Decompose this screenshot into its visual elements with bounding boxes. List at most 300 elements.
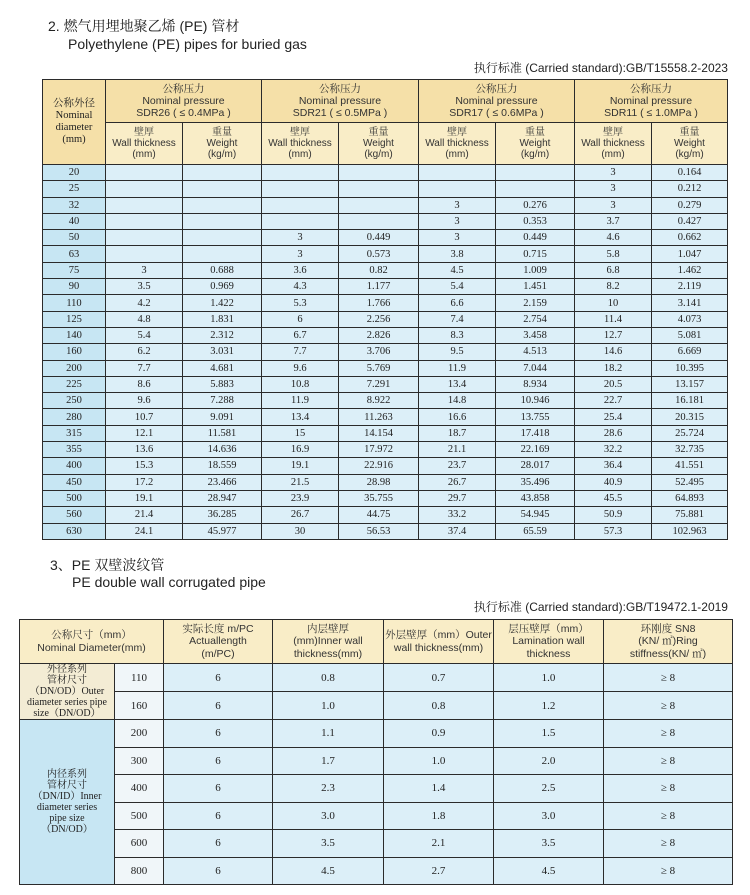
table-row bbox=[20, 857, 733, 885]
wall-thickness-cell bbox=[419, 181, 496, 197]
weight-cell: 0.353 bbox=[496, 213, 575, 229]
actual-length-cell: 6 bbox=[164, 802, 273, 830]
table-row bbox=[43, 442, 728, 458]
wall-thickness-cell bbox=[262, 165, 339, 181]
weight-cell: 22.169 bbox=[496, 442, 575, 458]
ring-stiffness-header: 环刚度 SN8 (KN/ ㎡)Ring stiffness(KN/ ㎡) bbox=[604, 620, 733, 664]
wall-thickness-cell bbox=[106, 246, 183, 262]
wall-thickness-cell: 5.8 bbox=[575, 246, 652, 262]
wall-thickness-cell: 9.6 bbox=[106, 393, 183, 409]
wall-thickness-cell: 26.7 bbox=[262, 507, 339, 523]
weight-cell: 7.291 bbox=[339, 376, 419, 392]
lamination-wall-cell: 1.5 bbox=[494, 720, 604, 748]
weight-cell: 1.009 bbox=[496, 262, 575, 278]
weight-cell: 102.963 bbox=[652, 523, 728, 539]
lamination-wall-cell: 3.0 bbox=[494, 802, 604, 830]
wall-thickness-cell bbox=[262, 181, 339, 197]
nominal-diameter-cell: 32 bbox=[43, 197, 106, 213]
nominal-diameter-cell: 280 bbox=[43, 409, 106, 425]
nominal-size-cell: 200 bbox=[115, 720, 164, 748]
wall-thickness-cell: 19.1 bbox=[262, 458, 339, 474]
weight-header: 重量 Weight (kg/m) bbox=[183, 123, 262, 165]
outer-wall-cell: 0.7 bbox=[384, 664, 494, 692]
nominal-size-cell: 160 bbox=[115, 692, 164, 720]
nominal-diameter-cell: 450 bbox=[43, 474, 106, 490]
inner-wall-cell: 1.0 bbox=[273, 692, 384, 720]
weight-cell: 11.263 bbox=[339, 409, 419, 425]
weight-cell: 16.181 bbox=[652, 393, 728, 409]
table-row bbox=[20, 720, 733, 748]
ring-stiffness-cell: ≥ 8 bbox=[604, 775, 733, 803]
inner-wall-cell: 1.7 bbox=[273, 747, 384, 775]
wall-thickness-cell: 13.4 bbox=[419, 376, 496, 392]
ring-stiffness-cell: ≥ 8 bbox=[604, 720, 733, 748]
weight-cell: 4.073 bbox=[652, 311, 728, 327]
weight-cell: 14.636 bbox=[183, 442, 262, 458]
sdr17-header: 公称压力 Nominal pressure SDR17 ( ≤ 0.6MPa ) bbox=[419, 80, 575, 123]
nominal-diameter-cell: 315 bbox=[43, 425, 106, 441]
wall-thickness-cell: 3 bbox=[419, 197, 496, 213]
weight-cell bbox=[339, 213, 419, 229]
section2-standard: 执行标准 (Carried standard):GB/T19472.1-2019 bbox=[473, 600, 728, 614]
weight-cell: 56.53 bbox=[339, 523, 419, 539]
wall-thickness-cell bbox=[262, 197, 339, 213]
inner-wall-cell: 3.5 bbox=[273, 830, 384, 858]
nominal-diameter-cell: 25 bbox=[43, 181, 106, 197]
sdr26-header: 公称压力 Nominal pressure SDR26 ( ≤ 0.4MPa ) bbox=[106, 80, 262, 123]
weight-cell: 7.044 bbox=[496, 360, 575, 376]
weight-cell: 1.831 bbox=[183, 311, 262, 327]
wall-thickness-cell: 6.6 bbox=[419, 295, 496, 311]
wall-thickness-cell: 13.6 bbox=[106, 442, 183, 458]
wall-thickness-cell: 10.8 bbox=[262, 376, 339, 392]
wall-thickness-cell: 3.7 bbox=[575, 213, 652, 229]
weight-cell: 4.681 bbox=[183, 360, 262, 376]
weight-cell: 3.458 bbox=[496, 327, 575, 343]
corrugated-pipe-table bbox=[19, 619, 733, 885]
nominal-diameter-cell: 250 bbox=[43, 393, 106, 409]
wall-thickness-cell: 8.6 bbox=[106, 376, 183, 392]
weight-cell: 10.395 bbox=[652, 360, 728, 376]
weight-cell bbox=[496, 165, 575, 181]
sdr11-header: 公称压力 Nominal pressure SDR11 ( ≤ 1.0MPa ) bbox=[575, 80, 728, 123]
wall-thickness-cell: 24.1 bbox=[106, 523, 183, 539]
wall-thickness-cell: 22.7 bbox=[575, 393, 652, 409]
weight-cell: 0.427 bbox=[652, 213, 728, 229]
wall-thickness-cell: 7.7 bbox=[106, 360, 183, 376]
weight-header: 重量 Weight (kg/m) bbox=[339, 123, 419, 165]
nominal-size-cell: 800 bbox=[115, 857, 164, 885]
lamination-wall-cell: 1.2 bbox=[494, 692, 604, 720]
ring-stiffness-cell: ≥ 8 bbox=[604, 802, 733, 830]
wall-thickness-cell: 6.2 bbox=[106, 344, 183, 360]
inner-diameter-series-label: 内径系列 管材尺寸 （DN/ID）Inner diameter series pipe size （DN/OD） bbox=[20, 720, 115, 885]
outer-wall-cell: 1.8 bbox=[384, 802, 494, 830]
weight-cell: 35.496 bbox=[496, 474, 575, 490]
wall-thickness-cell: 18.7 bbox=[419, 425, 496, 441]
inner-wall-cell: 3.0 bbox=[273, 802, 384, 830]
section2-title-cn: 3、PE 双壁波纹管 bbox=[50, 557, 165, 573]
nominal-size-header: 公称尺寸（mm） Nominal Diameter(mm) bbox=[20, 620, 164, 664]
weight-cell: 36.285 bbox=[183, 507, 262, 523]
wall-thickness-cell bbox=[419, 165, 496, 181]
wall-thickness-cell: 3 bbox=[262, 246, 339, 262]
table-row bbox=[43, 327, 728, 343]
outer-diameter-series-label: 外径系列 管材尺寸 （DN/OD）Outer diameter series pipe size（DN/OD） bbox=[20, 664, 115, 720]
weight-cell: 2.312 bbox=[183, 327, 262, 343]
weight-cell: 18.559 bbox=[183, 458, 262, 474]
weight-cell: 41.551 bbox=[652, 458, 728, 474]
table-row bbox=[43, 376, 728, 392]
weight-cell: 0.715 bbox=[496, 246, 575, 262]
weight-cell: 1.047 bbox=[652, 246, 728, 262]
wall-thickness-cell: 5.4 bbox=[419, 279, 496, 295]
wall-thickness-cell: 9.6 bbox=[262, 360, 339, 376]
weight-cell: 54.945 bbox=[496, 507, 575, 523]
wall-thickness-cell: 21.5 bbox=[262, 474, 339, 490]
nominal-diameter-cell: 225 bbox=[43, 376, 106, 392]
weight-cell: 52.495 bbox=[652, 474, 728, 490]
weight-cell: 2.159 bbox=[496, 295, 575, 311]
wall-thickness-cell: 28.6 bbox=[575, 425, 652, 441]
nominal-size-cell: 110 bbox=[115, 664, 164, 692]
wall-thickness-cell: 8.2 bbox=[575, 279, 652, 295]
nominal-diameter-cell: 160 bbox=[43, 344, 106, 360]
table-row bbox=[43, 490, 728, 506]
weight-cell: 44.75 bbox=[339, 507, 419, 523]
wall-thickness-header: 壁厚 Wall thickness (mm) bbox=[575, 123, 652, 165]
weight-cell bbox=[339, 165, 419, 181]
table-row bbox=[43, 246, 728, 262]
weight-cell: 13.755 bbox=[496, 409, 575, 425]
weight-cell: 8.922 bbox=[339, 393, 419, 409]
actual-length-cell: 6 bbox=[164, 664, 273, 692]
weight-cell: 17.972 bbox=[339, 442, 419, 458]
weight-cell: 5.081 bbox=[652, 327, 728, 343]
weight-cell: 0.164 bbox=[652, 165, 728, 181]
actual-length-header: 实际长度 m/PC Actuallength (m/PC) bbox=[164, 620, 273, 664]
table-row bbox=[20, 692, 733, 720]
wall-thickness-cell: 36.4 bbox=[575, 458, 652, 474]
lamination-wall-cell: 2.0 bbox=[494, 747, 604, 775]
nominal-diameter-cell: 50 bbox=[43, 230, 106, 246]
weight-header: 重量 Weight (kg/m) bbox=[496, 123, 575, 165]
table-row bbox=[20, 664, 733, 692]
ring-stiffness-cell: ≥ 8 bbox=[604, 692, 733, 720]
weight-cell: 28.98 bbox=[339, 474, 419, 490]
weight-cell bbox=[183, 165, 262, 181]
wall-thickness-cell: 21.4 bbox=[106, 507, 183, 523]
wall-thickness-cell: 10 bbox=[575, 295, 652, 311]
table-row bbox=[43, 197, 728, 213]
wall-thickness-cell: 50.9 bbox=[575, 507, 652, 523]
wall-thickness-cell: 11.9 bbox=[419, 360, 496, 376]
table-row bbox=[43, 474, 728, 490]
weight-cell: 0.688 bbox=[183, 262, 262, 278]
wall-thickness-cell: 3 bbox=[262, 230, 339, 246]
nominal-size-cell: 400 bbox=[115, 775, 164, 803]
weight-cell: 0.212 bbox=[652, 181, 728, 197]
wall-thickness-cell: 18.2 bbox=[575, 360, 652, 376]
wall-thickness-cell: 19.1 bbox=[106, 490, 183, 506]
wall-thickness-cell: 3.6 bbox=[262, 262, 339, 278]
weight-cell: 5.883 bbox=[183, 376, 262, 392]
wall-thickness-cell: 17.2 bbox=[106, 474, 183, 490]
weight-cell: 28.017 bbox=[496, 458, 575, 474]
nominal-diameter-cell: 560 bbox=[43, 507, 106, 523]
weight-cell: 0.276 bbox=[496, 197, 575, 213]
nominal-diameter-cell: 400 bbox=[43, 458, 106, 474]
wall-thickness-cell bbox=[106, 197, 183, 213]
nominal-diameter-cell: 140 bbox=[43, 327, 106, 343]
weight-cell: 0.969 bbox=[183, 279, 262, 295]
wall-thickness-cell: 10.7 bbox=[106, 409, 183, 425]
wall-thickness-cell: 3.5 bbox=[106, 279, 183, 295]
table-row bbox=[43, 165, 728, 181]
lamination-wall-cell: 3.5 bbox=[494, 830, 604, 858]
weight-cell: 64.893 bbox=[652, 490, 728, 506]
section1-standard: 执行标准 (Carried standard):GB/T15558.2-2023 bbox=[473, 61, 728, 75]
weight-cell: 1.451 bbox=[496, 279, 575, 295]
nominal-size-cell: 300 bbox=[115, 747, 164, 775]
weight-cell: 45.977 bbox=[183, 523, 262, 539]
weight-cell: 25.724 bbox=[652, 425, 728, 441]
table-row bbox=[43, 295, 728, 311]
wall-thickness-cell: 5.4 bbox=[106, 327, 183, 343]
wall-thickness-cell: 6.7 bbox=[262, 327, 339, 343]
wall-thickness-cell: 23.9 bbox=[262, 490, 339, 506]
wall-thickness-cell: 6.8 bbox=[575, 262, 652, 278]
weight-cell: 2.754 bbox=[496, 311, 575, 327]
wall-thickness-cell: 20.5 bbox=[575, 376, 652, 392]
weight-header: 重量 Weight (kg/m) bbox=[652, 123, 728, 165]
weight-cell: 22.916 bbox=[339, 458, 419, 474]
table-row bbox=[43, 523, 728, 539]
weight-cell: 7.288 bbox=[183, 393, 262, 409]
actual-length-cell: 6 bbox=[164, 692, 273, 720]
outer-wall-cell: 0.9 bbox=[384, 720, 494, 748]
weight-cell: 8.934 bbox=[496, 376, 575, 392]
weight-cell: 9.091 bbox=[183, 409, 262, 425]
weight-cell: 4.513 bbox=[496, 344, 575, 360]
table-row bbox=[43, 425, 728, 441]
weight-cell: 32.735 bbox=[652, 442, 728, 458]
wall-thickness-cell: 40.9 bbox=[575, 474, 652, 490]
table-row bbox=[20, 802, 733, 830]
weight-cell: 1.422 bbox=[183, 295, 262, 311]
lamination-wall-cell: 1.0 bbox=[494, 664, 604, 692]
weight-cell: 23.466 bbox=[183, 474, 262, 490]
outer-wall-cell: 1.4 bbox=[384, 775, 494, 803]
weight-cell: 43.858 bbox=[496, 490, 575, 506]
lamination-wall-cell: 4.5 bbox=[494, 857, 604, 885]
wall-thickness-cell: 11.4 bbox=[575, 311, 652, 327]
outer-wall-cell: 1.0 bbox=[384, 747, 494, 775]
wall-thickness-cell: 5.3 bbox=[262, 295, 339, 311]
actual-length-cell: 6 bbox=[164, 775, 273, 803]
weight-cell: 0.449 bbox=[496, 230, 575, 246]
ring-stiffness-cell: ≥ 8 bbox=[604, 747, 733, 775]
wall-thickness-cell: 9.5 bbox=[419, 344, 496, 360]
wall-thickness-cell: 30 bbox=[262, 523, 339, 539]
actual-length-cell: 6 bbox=[164, 747, 273, 775]
weight-cell: 10.946 bbox=[496, 393, 575, 409]
wall-thickness-cell bbox=[106, 181, 183, 197]
wall-thickness-cell: 6 bbox=[262, 311, 339, 327]
weight-cell: 1.462 bbox=[652, 262, 728, 278]
nominal-diameter-cell: 90 bbox=[43, 279, 106, 295]
wall-thickness-cell: 13.4 bbox=[262, 409, 339, 425]
wall-thickness-cell: 25.4 bbox=[575, 409, 652, 425]
section2-title-en: PE double wall corrugated pipe bbox=[72, 574, 266, 590]
wall-thickness-cell: 7.4 bbox=[419, 311, 496, 327]
inner-wall-cell: 0.8 bbox=[273, 664, 384, 692]
wall-thickness-cell: 23.7 bbox=[419, 458, 496, 474]
weight-cell: 1.177 bbox=[339, 279, 419, 295]
lamination-wall-header: 层压壁厚（mm） Lamination wall thickness bbox=[494, 620, 604, 664]
wall-thickness-cell: 3 bbox=[419, 213, 496, 229]
wall-thickness-cell: 7.7 bbox=[262, 344, 339, 360]
wall-thickness-header: 壁厚 Wall thickness (mm) bbox=[419, 123, 496, 165]
wall-thickness-cell: 4.3 bbox=[262, 279, 339, 295]
weight-cell: 3.706 bbox=[339, 344, 419, 360]
outer-wall-header: 外层壁厚（mm）Outer wall thickness(mm) bbox=[384, 620, 494, 664]
lamination-wall-cell: 2.5 bbox=[494, 775, 604, 803]
nominal-diameter-cell: 20 bbox=[43, 165, 106, 181]
wall-thickness-cell: 4.8 bbox=[106, 311, 183, 327]
nominal-diameter-cell: 200 bbox=[43, 360, 106, 376]
table-row bbox=[20, 775, 733, 803]
section1-title-en: Polyethylene (PE) pipes for buried gas bbox=[68, 36, 307, 52]
weight-cell: 2.119 bbox=[652, 279, 728, 295]
weight-cell: 3.141 bbox=[652, 295, 728, 311]
weight-cell: 0.662 bbox=[652, 230, 728, 246]
weight-cell bbox=[496, 181, 575, 197]
actual-length-cell: 6 bbox=[164, 857, 273, 885]
wall-thickness-cell: 29.7 bbox=[419, 490, 496, 506]
actual-length-cell: 6 bbox=[164, 830, 273, 858]
wall-thickness-cell: 3 bbox=[106, 262, 183, 278]
inner-wall-cell: 2.3 bbox=[273, 775, 384, 803]
table-row bbox=[43, 181, 728, 197]
weight-cell: 75.881 bbox=[652, 507, 728, 523]
wall-thickness-header: 壁厚 Wall thickness (mm) bbox=[106, 123, 183, 165]
inner-wall-header: 内层壁厚 (mm)Inner wall thickness(mm) bbox=[273, 620, 384, 664]
wall-thickness-cell: 21.1 bbox=[419, 442, 496, 458]
table-row bbox=[43, 279, 728, 295]
weight-cell: 0.573 bbox=[339, 246, 419, 262]
wall-thickness-cell: 12.7 bbox=[575, 327, 652, 343]
table-row bbox=[43, 507, 728, 523]
weight-cell bbox=[183, 230, 262, 246]
weight-cell: 0.449 bbox=[339, 230, 419, 246]
wall-thickness-cell bbox=[106, 165, 183, 181]
table-row bbox=[43, 230, 728, 246]
weight-cell bbox=[339, 181, 419, 197]
weight-cell: 65.59 bbox=[496, 523, 575, 539]
wall-thickness-cell: 4.6 bbox=[575, 230, 652, 246]
wall-thickness-header: 壁厚 Wall thickness (mm) bbox=[262, 123, 339, 165]
weight-cell: 1.766 bbox=[339, 295, 419, 311]
wall-thickness-cell: 12.1 bbox=[106, 425, 183, 441]
outer-wall-cell: 2.7 bbox=[384, 857, 494, 885]
wall-thickness-cell: 14.8 bbox=[419, 393, 496, 409]
sdr21-header: 公称压力 Nominal pressure SDR21 ( ≤ 0.5MPa ) bbox=[262, 80, 419, 123]
table-row bbox=[43, 393, 728, 409]
wall-thickness-cell bbox=[106, 213, 183, 229]
wall-thickness-cell: 11.9 bbox=[262, 393, 339, 409]
wall-thickness-cell: 37.4 bbox=[419, 523, 496, 539]
table-row bbox=[43, 344, 728, 360]
nominal-diameter-cell: 75 bbox=[43, 262, 106, 278]
wall-thickness-cell: 26.7 bbox=[419, 474, 496, 490]
weight-cell bbox=[183, 213, 262, 229]
wall-thickness-cell: 16.6 bbox=[419, 409, 496, 425]
wall-thickness-cell: 15 bbox=[262, 425, 339, 441]
weight-cell: 3.031 bbox=[183, 344, 262, 360]
table-row bbox=[43, 262, 728, 278]
nominal-diameter-cell: 125 bbox=[43, 311, 106, 327]
weight-cell: 17.418 bbox=[496, 425, 575, 441]
table-row bbox=[43, 311, 728, 327]
wall-thickness-cell: 33.2 bbox=[419, 507, 496, 523]
table-row bbox=[43, 458, 728, 474]
outer-wall-cell: 0.8 bbox=[384, 692, 494, 720]
weight-cell: 0.279 bbox=[652, 197, 728, 213]
weight-cell: 2.826 bbox=[339, 327, 419, 343]
table-row bbox=[43, 409, 728, 425]
wall-thickness-cell: 32.2 bbox=[575, 442, 652, 458]
wall-thickness-cell: 3 bbox=[575, 197, 652, 213]
nominal-size-cell: 600 bbox=[115, 830, 164, 858]
ring-stiffness-cell: ≥ 8 bbox=[604, 830, 733, 858]
wall-thickness-cell: 3 bbox=[575, 165, 652, 181]
nominal-size-cell: 500 bbox=[115, 802, 164, 830]
weight-cell: 35.755 bbox=[339, 490, 419, 506]
nominal-diameter-cell: 40 bbox=[43, 213, 106, 229]
wall-thickness-cell: 14.6 bbox=[575, 344, 652, 360]
nominal-diameter-cell: 63 bbox=[43, 246, 106, 262]
nominal-diameter-cell: 500 bbox=[43, 490, 106, 506]
outer-wall-cell: 2.1 bbox=[384, 830, 494, 858]
inner-wall-cell: 1.1 bbox=[273, 720, 384, 748]
inner-wall-cell: 4.5 bbox=[273, 857, 384, 885]
weight-cell: 2.256 bbox=[339, 311, 419, 327]
nominal-diameter-cell: 630 bbox=[43, 523, 106, 539]
weight-cell: 13.157 bbox=[652, 376, 728, 392]
wall-thickness-cell: 8.3 bbox=[419, 327, 496, 343]
nominal-diameter-header: 公称外径 Nominal diameter (mm) bbox=[43, 80, 106, 165]
ring-stiffness-cell: ≥ 8 bbox=[604, 664, 733, 692]
weight-cell: 6.669 bbox=[652, 344, 728, 360]
wall-thickness-cell: 3 bbox=[419, 230, 496, 246]
weight-cell: 20.315 bbox=[652, 409, 728, 425]
weight-cell: 11.581 bbox=[183, 425, 262, 441]
ring-stiffness-cell: ≥ 8 bbox=[604, 857, 733, 885]
wall-thickness-cell: 15.3 bbox=[106, 458, 183, 474]
table-row bbox=[20, 747, 733, 775]
actual-length-cell: 6 bbox=[164, 720, 273, 748]
nominal-diameter-cell: 110 bbox=[43, 295, 106, 311]
section1-title-cn: 2. 燃气用埋地聚乙烯 (PE) 管材 bbox=[48, 18, 240, 34]
weight-cell: 28.947 bbox=[183, 490, 262, 506]
wall-thickness-cell: 3.8 bbox=[419, 246, 496, 262]
weight-cell bbox=[183, 181, 262, 197]
nominal-diameter-cell: 355 bbox=[43, 442, 106, 458]
wall-thickness-cell: 45.5 bbox=[575, 490, 652, 506]
pe-gas-pipe-table bbox=[42, 79, 728, 540]
weight-cell bbox=[183, 246, 262, 262]
